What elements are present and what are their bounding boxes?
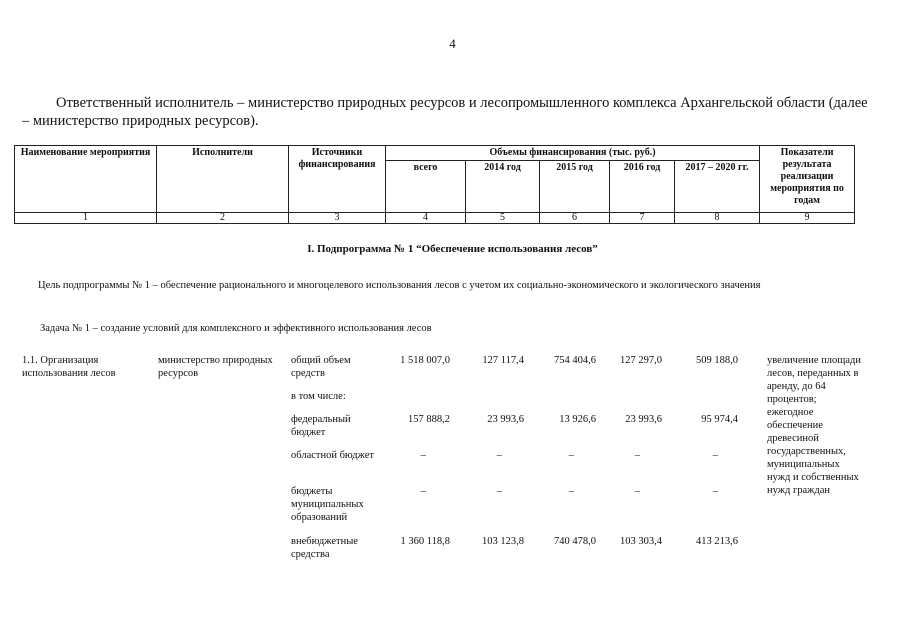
source-municipal-budgets: бюджеты муниципальных образований <box>291 486 364 523</box>
header-year-2016: 2016 год <box>610 161 675 213</box>
column-number: 7 <box>610 213 675 224</box>
column-number: 4 <box>386 213 466 224</box>
source-including-label: в том числе: <box>291 391 346 402</box>
source-extrabudgetary-funds: внебюджетные средства <box>291 536 358 560</box>
value-total: 157 888,2 <box>408 414 450 425</box>
value-2017-2020: – <box>712 450 718 461</box>
value-2015: – <box>568 486 574 497</box>
header-years-2017-2020: 2017 – 2020 гг. <box>675 161 760 213</box>
column-number: 2 <box>157 213 289 224</box>
column-number: 8 <box>675 213 760 224</box>
value-2014: – <box>496 450 502 461</box>
header-year-2015: 2015 год <box>540 161 610 213</box>
value-total: – <box>420 450 426 461</box>
value-total: 1 518 007,0 <box>400 355 450 366</box>
value-2016: – <box>634 450 640 461</box>
header-financing-volumes: Объемы финансирования (тыс. руб.) <box>386 146 760 161</box>
column-number: 1 <box>15 213 157 224</box>
value-total: – <box>420 486 426 497</box>
financing-table-header <box>14 145 855 224</box>
column-number: 5 <box>466 213 540 224</box>
value-2014: 127 117,4 <box>482 355 524 366</box>
header-financing-sources: Источники финансирования <box>289 146 386 213</box>
header-result-indicators: Показатели результата реализации мероприятия по годам <box>760 146 855 213</box>
activity-name: 1.1. Организация использования лесов <box>22 355 116 379</box>
column-number: 9 <box>760 213 855 224</box>
activity-executor: министерство природных ресурсов <box>158 355 273 379</box>
subprogram-title: I. Подпрограмма № 1 “Обеспечение использования лесов” <box>307 243 598 255</box>
value-2014: 23 993,6 <box>487 414 524 425</box>
value-2015: 740 478,0 <box>554 536 596 547</box>
value-2016: 103 303,4 <box>620 536 662 547</box>
task-statement: Задача № 1 – создание условий для комплексного и эффективного использования лесов <box>40 323 432 334</box>
value-2015: 754 404,6 <box>554 355 596 366</box>
value-2016: 23 993,6 <box>625 414 662 425</box>
responsible-executor-paragraph: Ответственный исполнитель – министерство природных ресурсов и лесопромышленного комплекса Архангельской области (далее – министерство природных ресурсов). <box>22 95 868 129</box>
header-total: всего <box>386 161 466 213</box>
header-year-2014: 2014 год <box>466 161 540 213</box>
page-number: 4 <box>449 36 456 51</box>
value-2016: 127 297,0 <box>620 355 662 366</box>
activity-result: увеличение площади лесов, переданных в аренду, до 64 процентов; ежегодное обеспечение древесиной государственных, муниципальных нужд и собственных нужд граждан <box>767 355 861 496</box>
value-2016: – <box>634 486 640 497</box>
column-number: 3 <box>289 213 386 224</box>
header-activity-name: Наименование мероприятия <box>15 146 157 213</box>
value-2015: – <box>568 450 574 461</box>
source-total-volume: общий объем средств <box>291 355 351 379</box>
value-2017-2020: 95 974,4 <box>701 414 738 425</box>
value-2017-2020: 509 188,0 <box>696 355 738 366</box>
header-executors: Исполнители <box>157 146 289 213</box>
value-total: 1 360 118,8 <box>400 536 450 547</box>
value-2014: 103 123,8 <box>482 536 524 547</box>
subprogram-goal: Цель подпрограммы № 1 – обеспечение рационального и многоцелевого использования лесов с учетом их социально-экономического и экологического значения <box>38 280 761 291</box>
column-number: 6 <box>540 213 610 224</box>
value-2014: – <box>496 486 502 497</box>
source-regional-budget: областной бюджет <box>291 450 374 461</box>
source-federal-budget: федеральный бюджет <box>291 414 351 438</box>
value-2017-2020: – <box>712 486 718 497</box>
value-2015: 13 926,6 <box>559 414 596 425</box>
value-2017-2020: 413 213,6 <box>696 536 738 547</box>
